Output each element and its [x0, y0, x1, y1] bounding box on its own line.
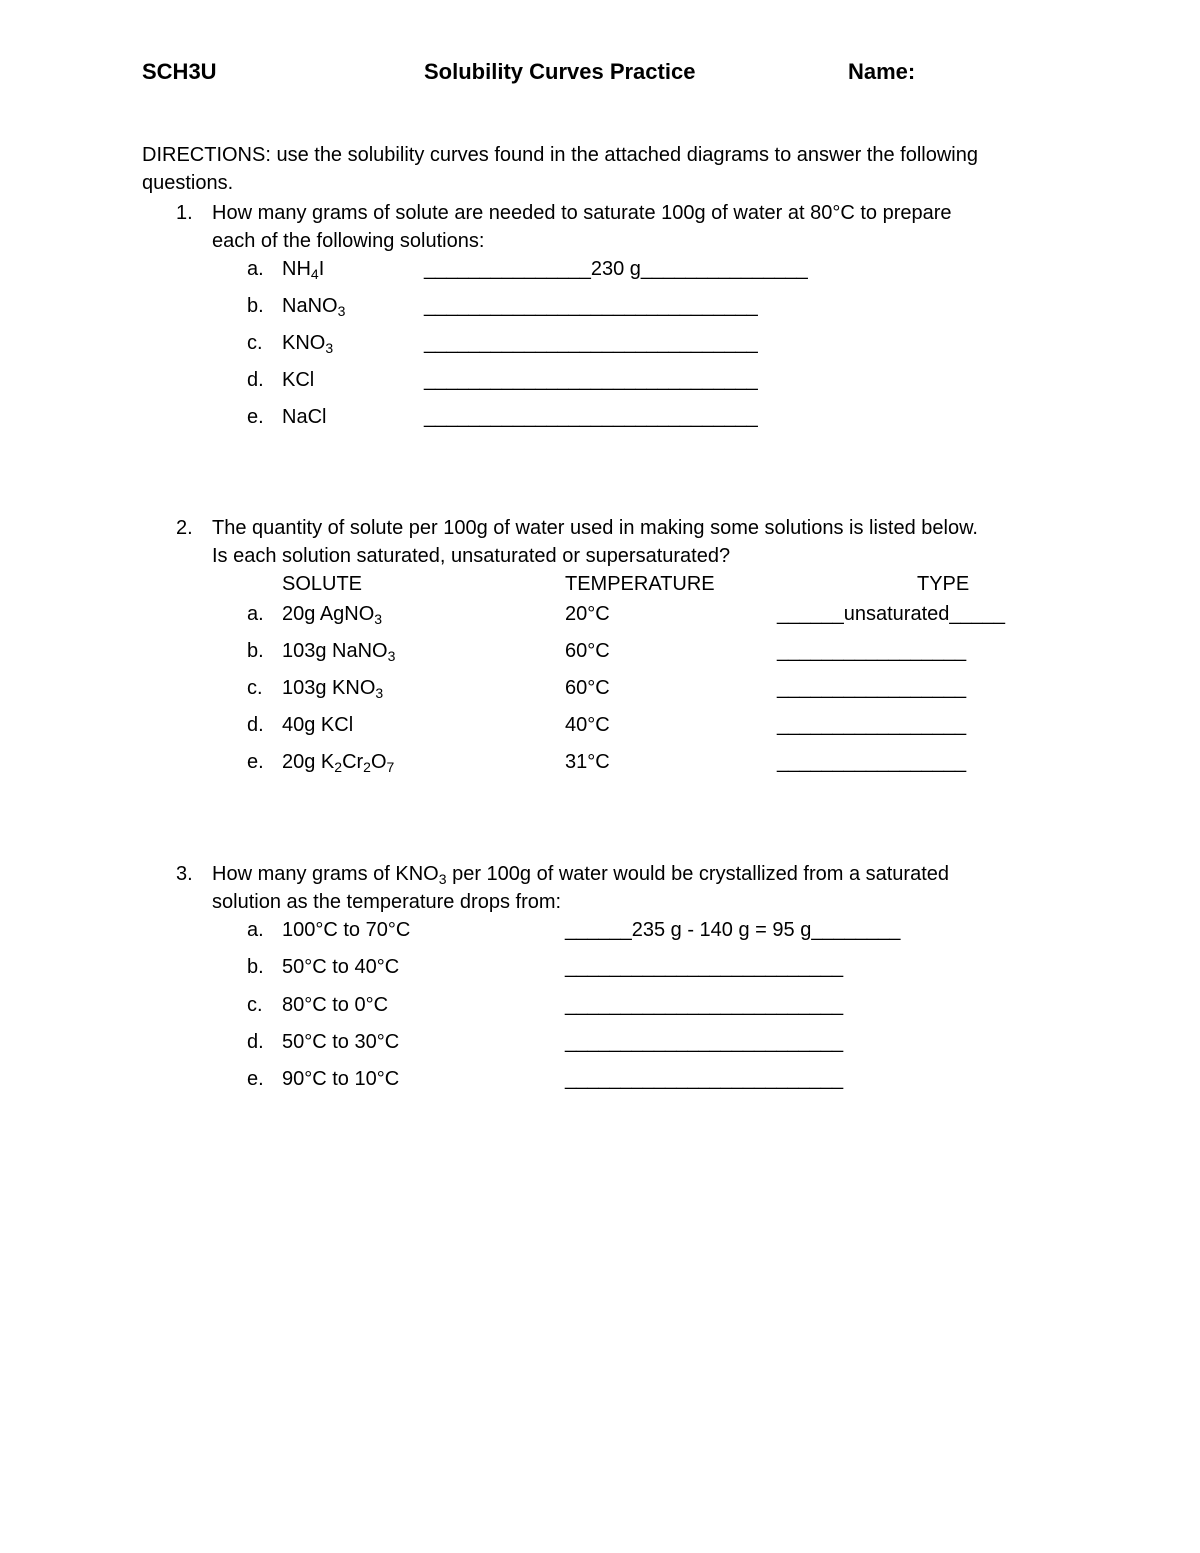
q3-item-answer: _________________________: [565, 1068, 844, 1090]
q3-item-letter: b.: [247, 956, 264, 978]
q2-item-solute: [282, 640, 396, 664]
q2-item-solute: [282, 677, 384, 701]
q1-item-solute-part-1: NaNO: [282, 295, 338, 317]
q2-item-solute-subscript-2: 2: [363, 759, 371, 775]
q1-item-solute: [282, 407, 326, 427]
q2-item-answer: _________________: [777, 751, 967, 773]
q2-item-letter: c.: [247, 677, 263, 699]
q3-item-answer: _________________________: [565, 1031, 844, 1053]
q3-item-range: 90°C to 10°C: [282, 1068, 400, 1090]
q2-item-letter: e.: [247, 751, 264, 773]
q1-item-solute: [282, 295, 346, 319]
q1-number: 1.: [176, 202, 193, 224]
q1-item-solute: [282, 332, 334, 356]
q3-text-line-1: [212, 863, 950, 887]
directions-line-1: DIRECTIONS: use the solubility curves found in the attached diagrams to answer the following: [142, 144, 978, 166]
q3-line-1-subscript: 3: [438, 871, 447, 887]
q3-item-answer: _________________________: [565, 956, 844, 978]
q3-item-range: 100°C to 70°C: [282, 919, 411, 941]
q2-item-solute-part-1: 103g KNO: [282, 677, 376, 699]
q2-item-answer: _________________: [777, 677, 967, 699]
q1-text-line-2: each of the following solutions:: [212, 230, 485, 252]
q2-item-solute: [282, 751, 395, 775]
q1-item-solute-part-1: NaCl: [282, 406, 327, 428]
q2-item-solute-part-3: O: [370, 751, 387, 773]
q1-item-letter: b.: [247, 295, 264, 317]
q1-item-solute-subscript-1: 4: [310, 266, 319, 282]
q2-header-temperature: TEMPERATURE: [565, 573, 715, 595]
q3-item-range: 50°C to 30°C: [282, 1031, 400, 1053]
q3-line-1-end: per 100g of water would be crystallized from a saturated: [446, 863, 950, 885]
q1-item-solute-subscript-1: 3: [325, 340, 334, 356]
q2-item-temperature: 40°C: [565, 714, 610, 736]
q2-item-solute-part-1: 40g KCl: [282, 714, 354, 736]
q2-item-solute-subscript-1: 2: [334, 759, 343, 775]
q1-item-letter: e.: [247, 406, 264, 428]
q1-item-solute-part-2: I: [318, 258, 325, 280]
q2-item-solute-subscript-1: 3: [375, 685, 384, 701]
q3-text-line-2: solution as the temperature drops from:: [212, 891, 562, 913]
q1-item-solute-subscript-1: 3: [337, 303, 346, 319]
q3-item-letter: e.: [247, 1068, 264, 1090]
q3-item-range: 50°C to 40°C: [282, 956, 400, 978]
q2-item-answer: _________________: [777, 640, 967, 662]
q3-item-letter: d.: [247, 1031, 264, 1053]
q2-item-temperature: 60°C: [565, 640, 610, 662]
q3-item-range: 80°C to 0°C: [282, 994, 389, 1016]
q3-item-letter: c.: [247, 994, 263, 1016]
q1-item-solute: [282, 370, 314, 390]
q2-text-line-2: Is each solution saturated, unsaturated or supersaturated?: [212, 545, 731, 567]
q2-header-type: TYPE: [917, 573, 970, 595]
q2-item-solute-part-1: 103g NaNO: [282, 640, 388, 662]
q1-item-answer: ______________________________: [424, 369, 758, 391]
q2-number: 2.: [176, 517, 193, 539]
q2-item-solute-subscript-1: 3: [387, 648, 396, 664]
q2-item-solute: [282, 715, 353, 735]
q1-item-solute-part-1: NH: [282, 258, 311, 280]
q1-item-solute-part-1: KNO: [282, 332, 326, 354]
q2-header-solute: SOLUTE: [282, 573, 363, 595]
q1-item-letter: a.: [247, 258, 264, 280]
q3-item-letter: a.: [247, 919, 264, 941]
q2-item-temperature: 20°C: [565, 603, 610, 625]
q2-item-solute: [282, 603, 383, 627]
q3-item-answer: ______235 g - 140 g = 95 g________: [565, 919, 901, 941]
q1-item-letter: d.: [247, 369, 264, 391]
q1-text-line-1: How many grams of solute are needed to saturate 100g of water at 80°C to prepare: [212, 202, 952, 224]
q3-item-answer: _________________________: [565, 994, 844, 1016]
directions-line-2: questions.: [142, 172, 234, 194]
page-title: Solubility Curves Practice: [424, 59, 696, 84]
q2-item-answer: _________________: [777, 714, 967, 736]
q2-item-letter: d.: [247, 714, 264, 736]
q3-line-1-start: How many grams of KNO: [212, 863, 439, 885]
q2-item-solute-subscript-3: 7: [386, 759, 395, 775]
q2-text-line-1: The quantity of solute per 100g of water used in making some solutions is listed below.: [212, 517, 978, 539]
q2-item-answer: ______unsaturated_____: [777, 603, 1005, 625]
q1-item-answer: ______________________________: [424, 295, 758, 317]
q1-item-solute: [282, 258, 325, 282]
q2-item-letter: b.: [247, 640, 264, 662]
q2-item-temperature: 60°C: [565, 677, 610, 699]
name-label: Name:: [848, 59, 916, 84]
q1-item-solute-part-1: KCl: [282, 369, 315, 391]
q1-item-answer: ______________________________: [424, 406, 758, 428]
q2-item-solute-subscript-1: 3: [374, 611, 383, 627]
q2-item-solute-part-2: Cr: [342, 751, 364, 773]
q2-item-temperature: 31°C: [565, 751, 610, 773]
q2-item-solute-part-1: 20g K: [282, 751, 335, 773]
q1-item-answer: _______________230 g_______________: [424, 258, 808, 280]
q3-number: 3.: [176, 863, 193, 885]
q1-item-letter: c.: [247, 332, 263, 354]
q2-item-letter: a.: [247, 603, 264, 625]
q1-item-answer: ______________________________: [424, 332, 758, 354]
course-code: SCH3U: [142, 59, 217, 84]
q2-item-solute-part-1: 20g AgNO: [282, 603, 375, 625]
